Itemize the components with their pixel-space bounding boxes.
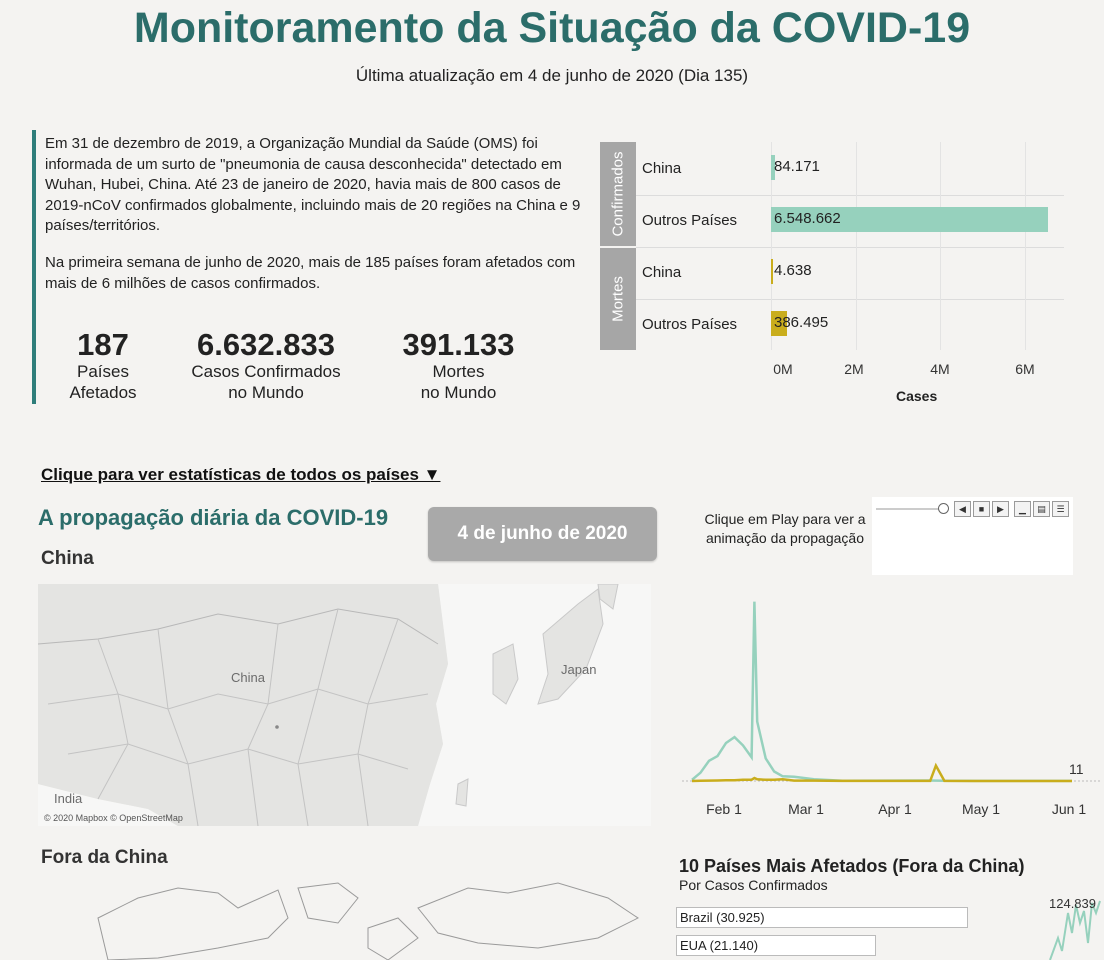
china-map-heading: China xyxy=(41,548,94,569)
top10-item-usa[interactable]: EUA (21.140) xyxy=(676,935,876,956)
mini-chart-label: 124.839 xyxy=(1049,896,1096,911)
x-gridline xyxy=(940,142,941,350)
x-gridline xyxy=(1025,142,1026,350)
series-confirmed-line[interactable] xyxy=(692,602,1072,781)
animation-player[interactable] xyxy=(872,497,1073,575)
speed-fast-button[interactable]: ☰ xyxy=(1052,501,1069,517)
map-label-india: India xyxy=(54,791,83,806)
current-date-button[interactable]: 4 de junho de 2020 xyxy=(428,507,657,561)
page-title: Monitoramento da Situação da COVID-19 xyxy=(133,4,971,52)
group-label-deaths: Mortes xyxy=(600,248,636,350)
play-hint: Clique em Play para ver a animação da propagação xyxy=(704,511,866,546)
row-label-china-confirmed: China xyxy=(642,160,682,177)
china-map[interactable] xyxy=(38,584,651,826)
stat-confirmed-value: 6.632.833 xyxy=(197,327,335,362)
all-countries-link[interactable]: Clique para ver estatísticas de todos os países ▼ xyxy=(41,465,441,484)
stat-deaths-value: 391.133 xyxy=(402,327,515,362)
intro-panel xyxy=(32,130,592,404)
play-slider-track[interactable] xyxy=(876,508,944,510)
series-deaths-line[interactable] xyxy=(692,766,1072,781)
x-tick-jun: Jun 1 xyxy=(1051,801,1087,817)
x-gridline xyxy=(856,142,857,350)
china-map-shapes xyxy=(38,584,651,826)
map-label-china: China xyxy=(231,670,265,685)
x-tick-2m: 2M xyxy=(844,361,864,377)
stat-deaths-label2: no Mundo xyxy=(420,382,497,402)
x-tick-6m: 6M xyxy=(1015,361,1035,377)
row-label-others-confirmed: Outros Países xyxy=(642,212,738,229)
daily-spread-line-chart[interactable] xyxy=(672,585,1104,825)
x-tick-0: 0M xyxy=(773,361,793,377)
cases-bar-chart[interactable] xyxy=(600,142,1070,412)
map-credit: © 2020 Mapbox © OpenStreetMap xyxy=(44,813,183,823)
speed-slow-button[interactable]: ▁ xyxy=(1014,501,1031,517)
stop-button[interactable]: ■ xyxy=(973,501,990,517)
bar-value-label: 4.638 xyxy=(774,262,812,279)
map-label-japan: Japan xyxy=(561,662,597,677)
row-label-others-deaths: Outros Países xyxy=(642,316,738,333)
stat-countries-label1: Países xyxy=(77,362,129,381)
top10-title: 10 Países Mais Afetados (Fora da China) xyxy=(679,856,1025,876)
world-map-shapes xyxy=(38,878,651,960)
outside-china-heading: Fora da China xyxy=(41,847,168,868)
bar-mortes-0[interactable] xyxy=(771,259,773,284)
stat-confirmed-label1: Casos Confirmados xyxy=(191,362,341,381)
intro-paragraph-1: Em 31 de dezembro de 2019, a Organização Mundial da Saúde (OMS) foi informada de um surto de "pneumonia de causa desconhecida" detectado em Wuhan, Hubei, China. Até 23 de janeiro de 2020, havia mais de 800 casos de 2019-nCoV confirmados globalmente, incluindo mais de 20 regiões na China e 9 países/territórios. xyxy=(45,135,581,234)
speed-medium-button[interactable]: ▤ xyxy=(1033,501,1050,517)
row-label-china-deaths: China xyxy=(642,264,682,281)
last-updated: Última atualização em 4 de junho de 2020 (Dia 135) xyxy=(355,66,749,85)
bar-value-label: 386.495 xyxy=(774,314,829,331)
stat-countries xyxy=(48,328,158,403)
bar-value-label: 6.548.662 xyxy=(774,210,841,227)
x-tick-mar: Mar 1 xyxy=(788,801,824,817)
group-label-confirmed: Confirmados xyxy=(600,142,636,246)
stat-deaths xyxy=(376,328,541,403)
stat-deaths-label1: Mortes xyxy=(432,362,485,381)
top10-item-brazil[interactable]: Brazil (30.925) xyxy=(676,907,968,928)
x-tick-feb: Feb 1 xyxy=(706,801,742,817)
intro-paragraph-2: Na primeira semana de junho de 2020, mais de 185 países foram afetados com mais de 6 milhões de casos confirmados. xyxy=(45,254,576,292)
x-axis-label: Cases xyxy=(896,388,938,404)
bar-value-label: 84.171 xyxy=(774,158,820,175)
stat-confirmed xyxy=(171,328,361,403)
top10-subtitle: Por Casos Confirmados xyxy=(679,877,828,893)
stat-countries-label2: Afetados xyxy=(69,382,137,402)
play-slider-handle[interactable] xyxy=(938,503,949,514)
x-tick-apr: Apr 1 xyxy=(878,801,912,817)
stat-countries-value: 187 xyxy=(77,327,129,362)
x-tick-4m: 4M xyxy=(930,361,950,377)
step-back-button[interactable]: ◀ xyxy=(954,501,971,517)
spread-section-title: A propagação diária da COVID-19 xyxy=(38,505,389,530)
stat-confirmed-label2: no Mundo xyxy=(228,382,304,402)
world-map[interactable] xyxy=(38,878,651,960)
x-tick-may: May 1 xyxy=(961,801,1001,817)
line-chart-svg xyxy=(672,585,1104,797)
play-button[interactable]: ▶ xyxy=(992,501,1009,517)
line-end-label: 11 xyxy=(1069,761,1084,777)
